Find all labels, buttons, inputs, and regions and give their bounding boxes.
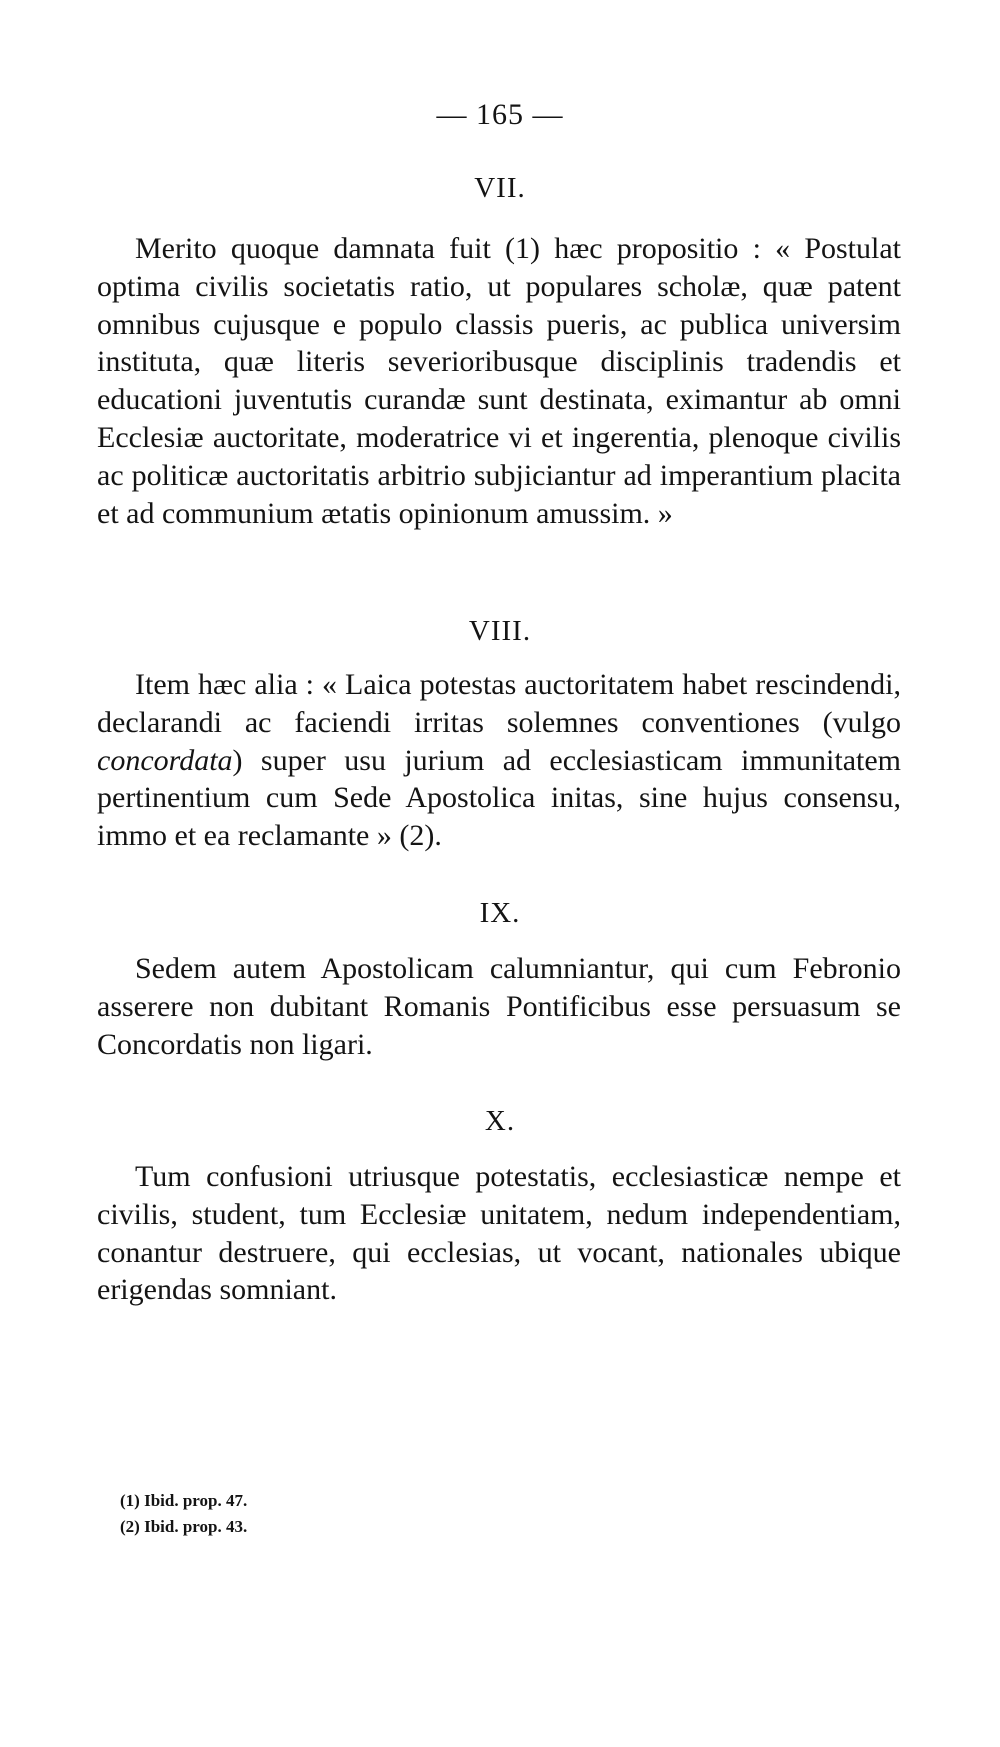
section-vii-paragraph: Merito quoque damnata fuit (1) hæc propositio : « Postulat optima civilis societatis ratio, ut populares scholæ, quæ patent omnibus cujusque e populo classis pueris, ac publica universim instituta, quæ literis severioribusque disciplinis tradendis et educationi juventutis curandæ sunt destinata, eximantur ab omni Ecclesiæ auctoritate, moderatrice vi et ingerentia, plenoque civilis ac politicæ auctoritatis arbitrio subjiciantur ad imperantium placita et ad communium ætatis opinionum amussim. » <box>97 232 901 530</box>
section-viii-text-before: Item hæc alia : « Laica potestas auctoritatem habet rescindendi, declarandi ac faciendi irritas solemnes conventiones (vulgo <box>97 668 901 739</box>
section-ix-paragraph: Sedem autem Apostolicam calumniantur, qui cum Febronio asserere non dubitant Romanis Pontificibus esse persuasum se Concordatis non ligari. <box>97 952 901 1061</box>
section-heading-vii: VII. <box>474 172 526 204</box>
page-number: — 165 — <box>436 98 564 131</box>
section-viii-paragraph <box>97 666 901 855</box>
section-x-paragraph: Tum confusioni utriusque potestatis, ecclesiasticæ nempe et civilis, student, tum Ecclesiæ unitatem, nedum independentiam, conantur destruere, qui ecclesias, ut vocant, nationales ubique erigendas somniant. <box>97 1160 901 1307</box>
footnotes <box>120 1488 247 1540</box>
section-heading-viii: VIII. <box>468 615 532 647</box>
section-heading-ix: IX. <box>479 897 521 929</box>
section-viii-text-after: ) super usu jurium ad ecclesiasticam immunitatem pertinentium cum Sede Apostolica initas, sine hujus consensu, immo et ea reclamante » (2). <box>97 743 901 853</box>
footnote-1: (1) Ibid. prop. 47. <box>120 1491 248 1510</box>
footnote-2: (2) Ibid. prop. 43. <box>120 1517 248 1536</box>
section-heading-x: X. <box>484 1105 516 1137</box>
section-viii-italic-term: concordata <box>97 743 233 777</box>
